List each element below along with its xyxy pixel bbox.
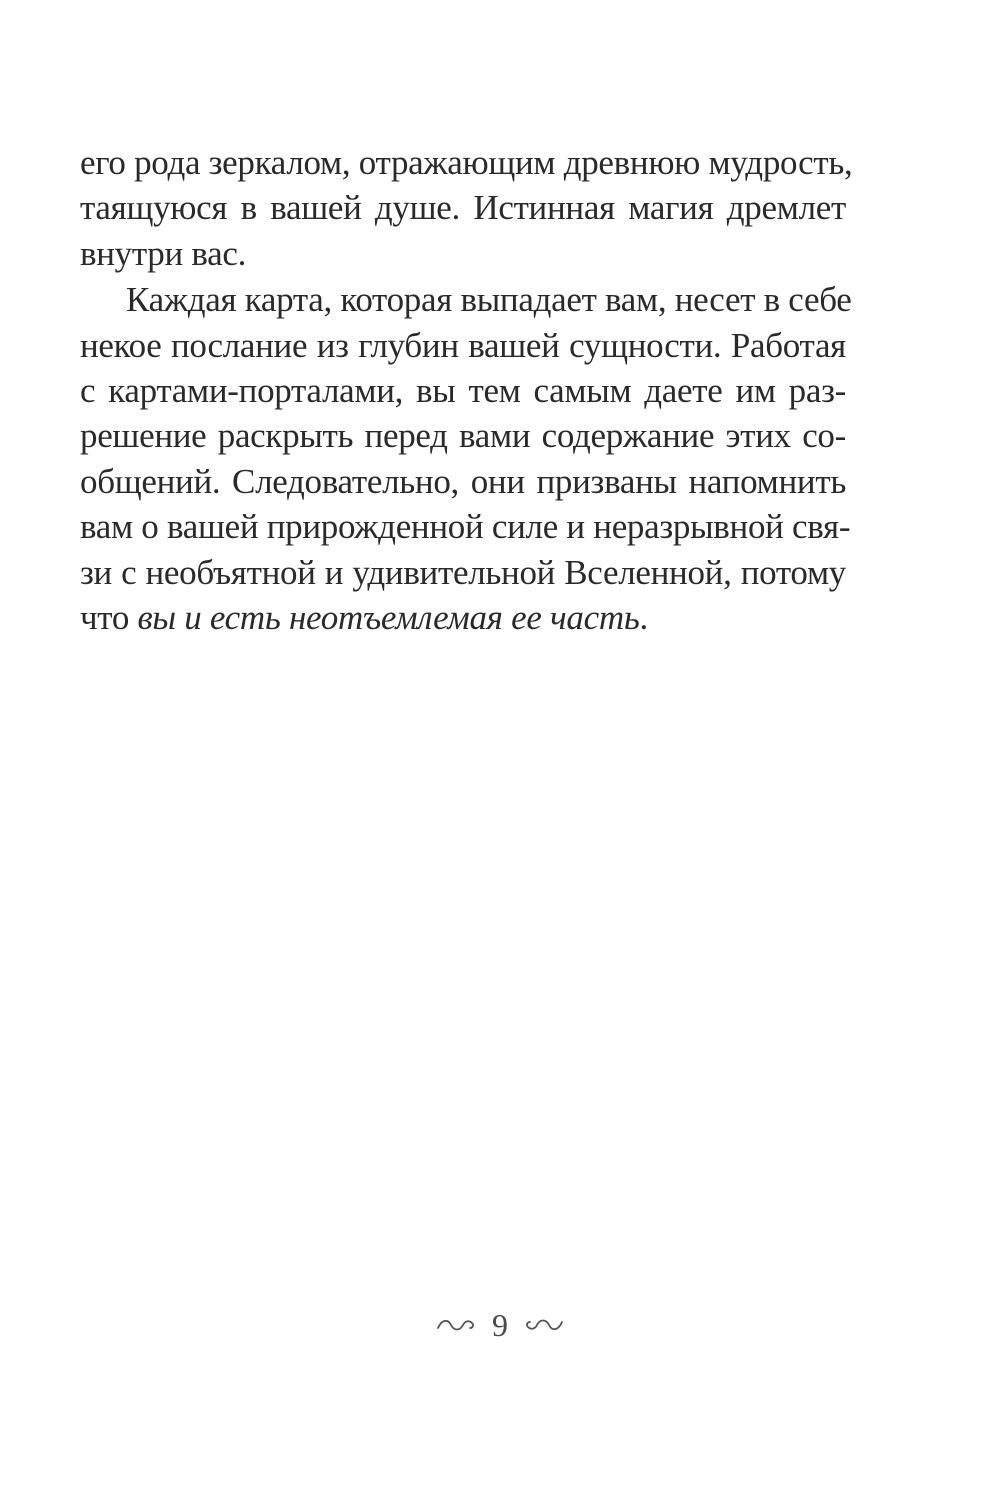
text-line: Каждая карта, которая выпадает вам, несет в себе bbox=[126, 280, 852, 320]
text-line: внутри вас. bbox=[80, 233, 247, 273]
italic-emphasis: вы и есть неотъемлемая ее часть bbox=[137, 597, 640, 637]
text-line: общений. Следовательно, они призваны напомнить bbox=[80, 461, 846, 501]
paragraph-2 bbox=[80, 277, 852, 640]
swash-ornament-icon bbox=[436, 1315, 478, 1335]
body-text bbox=[80, 140, 853, 640]
text-line-final bbox=[80, 595, 846, 640]
text-run: что bbox=[80, 597, 138, 637]
page-number: 9 bbox=[492, 1307, 508, 1343]
text-line: таящуюся в вашей душе. Истинная магия дремлет bbox=[80, 188, 846, 228]
text-line: его рода зеркалом, отражающим древнюю мудрость, bbox=[80, 143, 853, 182]
text-line: некое послание из глубин вашей сущности. Работая bbox=[80, 325, 846, 365]
text-line: с картами-порталами, вы тем самым даете им раз- bbox=[80, 370, 846, 410]
page-folio bbox=[0, 1300, 1000, 1350]
text-line: зи с необъятной и удивительной Вселенной, потому bbox=[80, 552, 846, 592]
paragraph-1 bbox=[80, 140, 853, 276]
swash-ornament-icon bbox=[522, 1315, 564, 1335]
text-line: вам о вашей прирожденной силе и неразрывной свя- bbox=[80, 507, 851, 547]
text-line: решение раскрыть перед вами содержание этих со- bbox=[80, 416, 846, 456]
text-run: . bbox=[639, 597, 648, 637]
